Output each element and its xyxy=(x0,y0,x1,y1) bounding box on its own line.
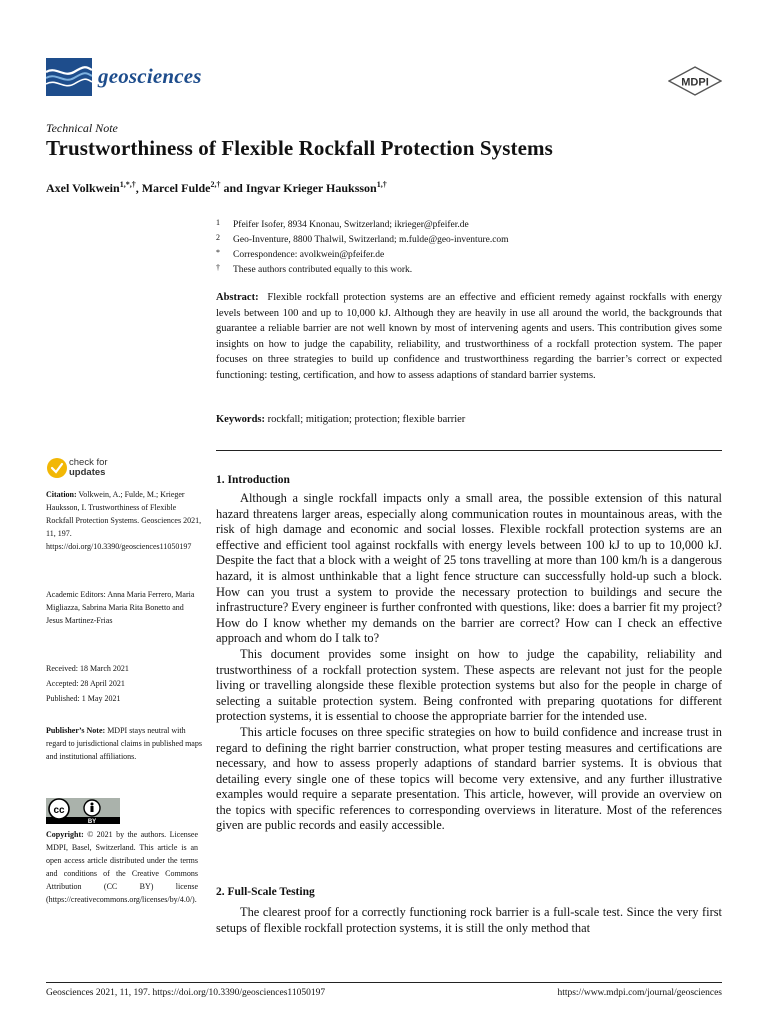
svg-text:cc: cc xyxy=(53,805,65,816)
academic-editors: Academic Editors: Anna Maria Ferrero, Maria Migliazza, Sabrina Maria Rita Bonetto and Jesus Martinez-Frias xyxy=(46,590,195,625)
affiliation-mark: † xyxy=(216,263,220,272)
citation-label: Citation: xyxy=(46,490,77,499)
author-separator: and xyxy=(220,181,246,195)
publisher-note xyxy=(46,724,202,763)
journal-name[interactable]: geosciences xyxy=(98,64,202,88)
abstract-label: Abstract: xyxy=(216,292,259,303)
affiliation-text: Geo-Inventure, 8800 Thalwil, Switzerland; m.fulde@geo-inventure.com xyxy=(233,235,509,245)
journal-logo-icon xyxy=(46,58,92,96)
affiliation-mark: * xyxy=(216,248,220,257)
section-heading: 1. Introduction xyxy=(216,474,290,486)
article-title: Trustworthiness of Flexible Rockfall Protection Systems xyxy=(46,136,553,160)
abstract-text: Flexible rockfall protection systems are an effective and efficient remedy against rockfalls with energy levels between 100 and up to 10,000 kJ. Although they are heavily in use all around the world, the backgrounds that guarantee a reliable barrier are not well known by most of intervening agents and users. This contribution gives some insights on how to judge the capability, reliability, and trustworthiness of a rockfall protection system. The paper focuses on three strategies to build up confidence and trustworthiness regarding the barrier’s correct or expected functioning: testing, certification, and how to assess adaptions of standard barrier systems. xyxy=(216,292,722,381)
cc-by-label: BY xyxy=(87,819,97,824)
section-body xyxy=(216,905,722,936)
publisher-name: MDPI xyxy=(681,76,709,89)
cc-by-icon xyxy=(46,798,120,824)
keywords-label: Keywords: xyxy=(216,414,265,425)
check-for-updates-icon[interactable] xyxy=(46,456,68,480)
citation-block xyxy=(46,488,202,553)
body-paragraph: This document provides some insight on how to judge the capability, reliability and trustworthiness of a rockfall protection system. These aspects are relevant not just for the people living or travelling alongside these flexible protection systems but also for the people in charge of selecting a suitable protection system. Being confronted with preparing quotations for different protection systems, it is essential to choose the appropriate barrier for the intended use. xyxy=(216,646,722,724)
author-name[interactable]: Marcel Fulde xyxy=(141,181,211,195)
publisher-logo[interactable] xyxy=(668,66,722,96)
mdpi-logo-icon xyxy=(668,66,722,96)
affiliation-mark: 1 xyxy=(216,218,220,227)
accepted-date: Accepted: 28 April 2021 xyxy=(46,679,125,688)
check-for-updates-line2: updates xyxy=(69,467,106,478)
divider xyxy=(216,450,722,451)
author-affiliation-mark: 1,*,† xyxy=(119,180,136,189)
copyright-text: © 2021 by the authors. Licensee MDPI, Basel, Switzerland. This article is an open access article distributed under the terms and conditions of the Creative Commons Attribution (CC BY) license (https://creativecommons.org/licenses/by/4.0/). xyxy=(46,830,199,904)
body-paragraph: This article focuses on three specific strategies on how to build confidence and increase trust in regard to defining the right barrier construction, what proper testing measures and certifications are necessary, and how to assess properly adaptions of standard barrier systems. It is obvious that detailing every single one of these topics will become very extensive, and any further illustrative examples would require a separate presentation. This article, however, will provide an overview on the topics with specific references to corresponding overviews in literature. Most of the references given are public records and easily accessible. xyxy=(216,724,722,833)
author-affiliation-mark: 1,† xyxy=(376,180,387,189)
author-name[interactable]: Ingvar Krieger Hauksson xyxy=(245,181,377,195)
publisher-note-label: Publisher’s Note: xyxy=(46,726,106,735)
keywords-text: rockfall; mitigation; protection; flexible barrier xyxy=(267,414,466,425)
affiliation-text: These authors contributed equally to this work. xyxy=(233,265,413,275)
affiliation-text: Pfeifer Isofer, 8934 Knonau, Switzerland; ikrieger@pfeifer.de xyxy=(233,220,469,230)
body-paragraph: The clearest proof for a correctly functioning rock barrier is a full-scale test. Since the very first setups of flexible rockfall protection systems, it is still the only method that xyxy=(216,905,722,935)
author-separator: , xyxy=(135,181,142,195)
check-for-updates-line1: check for xyxy=(69,457,108,468)
received-date: Received: 18 March 2021 xyxy=(46,664,129,673)
check-for-updates-button[interactable] xyxy=(69,458,108,478)
author-affiliation-mark: 2,† xyxy=(210,180,221,189)
copyright-block xyxy=(46,828,198,906)
publisher-note-text: MDPI stays neutral with regard to jurisdictional claims in published maps and institutional affiliations. xyxy=(46,726,202,761)
copyright-label: Copyright: xyxy=(46,830,84,839)
section-body xyxy=(216,491,722,834)
footer-journal-url[interactable]: https://www.mdpi.com/journal/geosciences xyxy=(557,988,722,998)
author-name[interactable]: Axel Volkwein xyxy=(46,181,120,195)
published-date: Published: 1 May 2021 xyxy=(46,694,121,703)
article-type: Technical Note xyxy=(46,121,118,135)
author-list xyxy=(46,180,387,196)
affiliation-text: Correspondence: avolkwein@pfeifer.de xyxy=(233,250,385,260)
abstract xyxy=(216,290,722,384)
cc-by-license-badge[interactable] xyxy=(46,798,120,824)
section-heading: 2. Full-Scale Testing xyxy=(216,886,315,898)
body-paragraph: Although a single rockfall impacts only a small area, the possible extension of this natural hazard threatens larger areas, especially along communication routes in mountainous areas, with the risk of high damage and economic and social losses. Flexible rockfall protection systems are an effective and efficient tool against rockfalls with energy levels between 100 kJ to up to 10,000 kJ. Despite the fact that a block with a weight of 25 tons travelling at more than 100 km/h is a dangerous hazard, it is almost unthinkable that a light fence structure can successfully hold-up such a block. How can you trust a system to provide the necessary protection to buildings and secure the infrastructure? Every engineer is further confronted with questions, like: does a barrier fit my project? How do I know whether my demands on the barrier are correct? How can I check an effective approach and whom do I talk to? xyxy=(216,491,722,646)
citation-text: Volkwein, A.; Fulde, M.; Krieger Hauksson, I. Trustworthiness of Flexible Rockfall Protection Systems. Geosciences 2021, 11, 197. https://doi.org/10.3390/geosciences11050197 xyxy=(46,490,202,551)
footer-citation[interactable]: Geosciences 2021, 11, 197. https://doi.org/10.3390/geosciences11050197 xyxy=(46,988,326,998)
affiliation-mark: 2 xyxy=(216,233,220,242)
keywords xyxy=(216,414,722,425)
footer-divider xyxy=(46,982,722,983)
